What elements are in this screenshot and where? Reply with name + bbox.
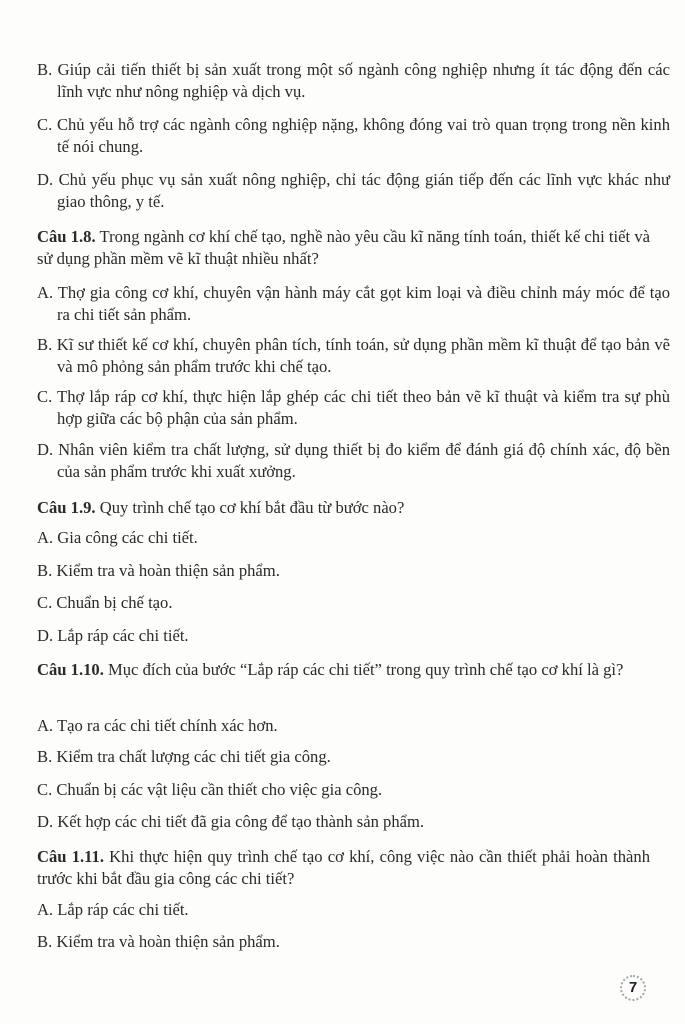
option-d: D. Lắp ráp các chi tiết. — [37, 626, 189, 645]
page-number: 7 — [620, 975, 646, 1001]
option-c: C. Chuẩn bị chế tạo. — [37, 593, 173, 612]
option-c: C. Chủ yếu hỗ trợ các ngành công nghiệp nặng, không đóng vai trò quan trọng trong nền kinh tế nói chung. — [37, 115, 670, 156]
option-b: B. Giúp cải tiến thiết bị sản xuất trong một số ngành công nghiệp nhưng ít tác động đến các lĩnh vực như nông nghiệp và dịch vụ. — [37, 60, 670, 101]
question-label: Câu 1.8. — [37, 227, 96, 246]
option-a: A. Lắp ráp các chi tiết. — [37, 900, 189, 919]
option-b: B. Kĩ sư thiết kế cơ khí, chuyên phân tích, tính toán, sử dụng phần mềm kĩ thuật để tạo bản vẽ và mô phỏng sản phẩm trước khi chế tạo. — [37, 335, 670, 376]
question-label: Câu 1.10. — [37, 660, 104, 679]
option-b: B. Kiểm tra và hoàn thiện sản phẩm. — [37, 561, 280, 580]
question-1-8 — [37, 226, 650, 270]
question-1-11 — [37, 846, 650, 890]
option-d: D. Chủ yếu phục vụ sản xuất nông nghiệp, chỉ tác động gián tiếp đến các lĩnh vực khác như giao thông, y tế. — [37, 170, 670, 211]
option-a: A. Thợ gia công cơ khí, chuyên vận hành máy cắt gọt kim loại và điều chỉnh máy móc để tạo ra chi tiết sản phẩm. — [37, 283, 670, 324]
question-label: Câu 1.9. — [37, 498, 96, 517]
option-b: B. Kiểm tra chất lượng các chi tiết gia công. — [37, 747, 331, 766]
option-a: A. Gia công các chi tiết. — [37, 528, 198, 547]
option-d: D. Nhân viên kiểm tra chất lượng, sử dụng thiết bị đo kiểm để đánh giá độ chính xác, độ bền của sản phẩm trước khi xuất xưởng. — [37, 440, 670, 481]
option-b: B. Kiểm tra và hoàn thiện sản phẩm. — [37, 932, 280, 951]
option-c: C. Chuẩn bị các vật liệu cần thiết cho việc gia công. — [37, 780, 383, 799]
question-1-9 — [37, 497, 650, 519]
question-1-10 — [37, 659, 650, 681]
question-label: Câu 1.11. — [37, 847, 104, 866]
option-a: A. Tạo ra các chi tiết chính xác hơn. — [37, 716, 278, 735]
question-text: Mục đích của bước “Lắp ráp các chi tiết” trong quy trình chế tạo cơ khí là gì? — [103, 660, 624, 679]
question-text: Quy trình chế tạo cơ khí bắt đầu từ bước nào? — [95, 498, 405, 517]
question-text: Trong ngành cơ khí chế tạo, nghề nào yêu cầu kĩ năng tính toán, thiết kế chi tiết và sử dụng phần mềm vẽ kĩ thuật nhiều nhất? — [37, 227, 650, 268]
question-text: Khi thực hiện quy trình chế tạo cơ khí, công việc nào cần thiết phải hoàn thành trước khi bắt đầu gia công các chi tiết? — [37, 847, 650, 888]
option-c: C. Thợ lắp ráp cơ khí, thực hiện lắp ghép các chi tiết theo bản vẽ kĩ thuật và kiểm tra sự phù hợp giữa các bộ phận của sản phẩm. — [37, 387, 670, 428]
option-d: D. Kết hợp các chi tiết đã gia công để tạo thành sản phẩm. — [37, 812, 425, 831]
